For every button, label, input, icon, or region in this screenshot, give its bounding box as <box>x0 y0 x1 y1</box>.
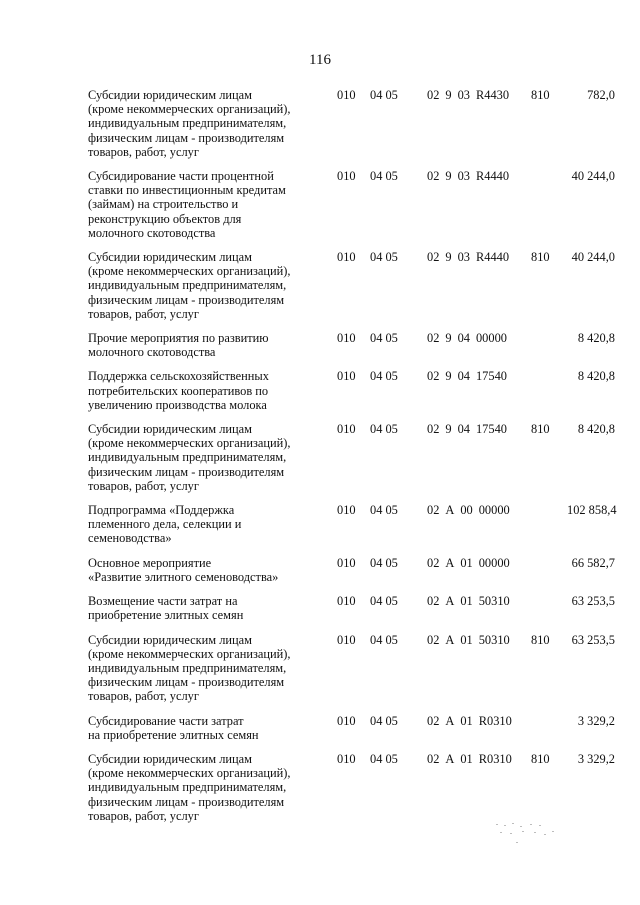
row-name <box>88 594 334 632</box>
grbs-code: 010 <box>337 713 356 728</box>
grbs-code: 010 <box>337 751 356 766</box>
target-article-code <box>427 88 531 169</box>
section-code: 04 05 <box>370 88 398 102</box>
target-article-code <box>427 714 531 752</box>
row-name-line: физическим лицам - производителям <box>88 794 285 809</box>
amount-value: 8 420,8 <box>577 331 615 346</box>
amount-cell <box>567 88 615 169</box>
row-name-line: потребительских кооперативов по <box>88 383 269 398</box>
target-article-part: 9 <box>445 88 452 102</box>
target-article-part: R4440 <box>475 250 510 265</box>
target-article-part: 00000 <box>478 555 510 570</box>
row-name <box>88 369 334 422</box>
row-name-line: «Развитие элитного семеноводства» <box>88 569 279 584</box>
row-name-line: Субсидии юридическим лицам <box>88 88 253 102</box>
target-article-part: 03 <box>457 88 470 102</box>
expense-type-code <box>531 556 567 594</box>
target-article-part: 02 <box>427 713 440 728</box>
section-code: 04 05 <box>370 751 398 766</box>
expense-type-code: 810 <box>531 250 550 265</box>
row-name-line: (кроме некоммерческих организаций), <box>88 264 291 279</box>
row-name-line: товаров, работ, услуг <box>88 689 199 704</box>
table-row <box>88 503 611 556</box>
section-code: 04 05 <box>370 632 398 647</box>
target-article-part: 04 <box>457 422 470 437</box>
table-body <box>88 88 617 833</box>
expense-type-code <box>531 331 567 369</box>
grbs-code: 010 <box>337 503 356 518</box>
row-name-line: Подпрограмма «Поддержка <box>88 503 235 518</box>
row-name-line: увеличению производства молока <box>88 397 267 412</box>
amount-cell <box>567 713 615 752</box>
row-name-line: индивидуальным предпринимателям, <box>88 116 287 131</box>
expense-type-code <box>531 714 567 752</box>
grbs-code: 010 <box>337 594 356 609</box>
target-article-code <box>427 422 531 503</box>
row-name-line: (займам) на строительство и <box>88 197 239 212</box>
table-row <box>88 250 611 331</box>
table-row <box>88 169 611 250</box>
target-article-part: 02 <box>427 250 440 265</box>
target-article-part: R4440 <box>475 169 510 184</box>
target-article-code <box>427 169 531 250</box>
row-name-line: (кроме некоммерческих организаций), <box>88 766 291 781</box>
row-name-line: товаров, работ, услуг <box>88 808 199 823</box>
target-article-part: 9 <box>445 422 452 437</box>
target-article-part: 50310 <box>478 594 510 609</box>
target-article-part: А <box>445 632 455 647</box>
amount-cell <box>567 632 615 714</box>
row-name-line: (кроме некоммерческих организаций), <box>88 646 291 661</box>
table-row <box>88 369 611 422</box>
target-article-part: 9 <box>445 250 452 265</box>
section-code: 04 05 <box>370 713 398 728</box>
row-name-line: товаров, работ, услуг <box>88 144 199 159</box>
target-article-part: 00000 <box>475 331 507 346</box>
grbs-code: 010 <box>337 422 356 437</box>
amount-value: 3 329,2 <box>577 713 615 728</box>
target-article-part: 01 <box>460 555 473 570</box>
amount-value: 63 253,5 <box>571 594 615 609</box>
target-article-part: 04 <box>457 331 470 346</box>
row-name-line: реконструкцию объектов для <box>88 211 242 226</box>
target-article-part: 9 <box>445 331 452 346</box>
row-name-line: молочного скотоводства <box>88 225 216 240</box>
target-article-part: А <box>445 594 455 609</box>
row-name <box>88 503 334 556</box>
row-name-line: физическим лицам - производителям <box>88 130 285 145</box>
amount-value: 40 244,0 <box>571 250 615 265</box>
target-article-part: 9 <box>445 369 452 384</box>
row-name-line: Субсидии юридическим лицам <box>88 632 253 647</box>
target-article-part: 02 <box>427 88 440 102</box>
expense-type-code: 810 <box>531 751 550 766</box>
row-name-line: Прочие мероприятия по развитию <box>88 331 269 346</box>
target-article-part: 17540 <box>475 369 507 384</box>
target-article-part: 02 <box>427 503 440 518</box>
expense-type-code <box>531 594 567 632</box>
grbs-code: 010 <box>337 632 356 647</box>
amount-value: 63 253,5 <box>571 632 615 647</box>
expense-type-code: 810 <box>531 88 550 102</box>
row-name <box>88 250 334 331</box>
amount-cell <box>567 503 617 556</box>
target-article-part: 02 <box>427 751 440 766</box>
target-article-part: 01 <box>460 632 473 647</box>
section-code: 04 05 <box>370 331 398 346</box>
amount-value: 8 420,8 <box>577 369 615 384</box>
row-name <box>88 331 334 369</box>
target-article-part: 02 <box>427 369 440 384</box>
row-name-line: Субсидирование части затрат <box>88 713 244 728</box>
amount-value: 102 858,4 <box>567 503 617 518</box>
target-article-part: 01 <box>460 751 473 766</box>
row-name-line: молочного скотоводства <box>88 345 216 360</box>
table-row <box>88 556 611 594</box>
target-article-code <box>427 503 531 556</box>
target-article-part: 01 <box>460 594 473 609</box>
row-name-line: (кроме некоммерческих организаций), <box>88 436 291 451</box>
page-number: 116 <box>309 52 331 68</box>
target-article-part: 02 <box>427 555 440 570</box>
row-name-line: товаров, работ, услуг <box>88 306 199 321</box>
row-name-line: на приобретение элитных семян <box>88 727 259 742</box>
amount-cell <box>567 422 615 503</box>
row-name-line: племенного дела, селекции и <box>88 517 242 532</box>
section-code: 04 05 <box>370 503 398 518</box>
row-name-line: индивидуальным предпринимателям, <box>88 780 287 795</box>
expense-type-code <box>531 169 567 250</box>
section-code: 04 05 <box>370 422 398 437</box>
table-row <box>88 633 611 714</box>
table-row <box>88 88 611 169</box>
row-name-line: товаров, работ, услуг <box>88 478 199 493</box>
amount-cell <box>567 331 615 369</box>
target-article-part: 02 <box>427 632 440 647</box>
target-article-part: 03 <box>457 169 470 184</box>
row-name-line: Субсидии юридическим лицам <box>88 250 253 265</box>
amount-value: 782,0 <box>587 88 615 102</box>
target-article-part: 04 <box>457 369 470 384</box>
row-name-line: Субсидии юридическим лицам <box>88 422 253 437</box>
target-article-part: 00 <box>460 503 473 518</box>
amount-value: 40 244,0 <box>571 169 615 184</box>
target-article-part: 50310 <box>478 632 510 647</box>
row-name-line: Субсидирование части процентной <box>88 169 274 184</box>
row-name <box>88 88 334 169</box>
amount-value: 3 329,2 <box>577 751 615 766</box>
row-name-line: Субсидии юридическим лицам <box>88 751 253 766</box>
target-article-part: А <box>445 555 455 570</box>
target-article-part: R0310 <box>478 751 512 766</box>
target-article-part: А <box>445 503 455 518</box>
target-article-part: R0310 <box>478 713 512 728</box>
table-row <box>88 422 611 503</box>
amount-value: 66 582,7 <box>571 555 615 570</box>
row-name-line: ставки по инвестиционным кредитам <box>88 183 286 198</box>
grbs-code: 010 <box>337 88 356 102</box>
target-article-code <box>427 633 531 714</box>
amount-value: 8 420,8 <box>577 422 615 437</box>
section-code: 04 05 <box>370 555 398 570</box>
amount-cell <box>567 555 615 594</box>
target-article-part: 9 <box>445 169 452 184</box>
table-row <box>88 331 611 369</box>
section-code: 04 05 <box>370 169 398 184</box>
row-name-line: индивидуальным предпринимателям, <box>88 450 287 465</box>
grbs-code: 010 <box>337 169 356 184</box>
row-name-line: физическим лицам - производителям <box>88 675 285 690</box>
row-name <box>88 422 334 503</box>
grbs-code: 010 <box>337 555 356 570</box>
target-article-code <box>427 369 531 422</box>
row-name-line: индивидуальным предпринимателям, <box>88 660 287 675</box>
target-article-part: 01 <box>460 713 473 728</box>
row-name-line: физическим лицам - производителям <box>88 464 285 479</box>
target-article-code <box>427 250 531 331</box>
expense-type-code: 810 <box>531 632 550 647</box>
amount-cell <box>567 594 615 632</box>
row-name-line: (кроме некоммерческих организаций), <box>88 102 291 117</box>
table-row <box>88 594 611 632</box>
row-name <box>88 633 334 714</box>
row-name-line: Основное мероприятие <box>88 555 212 570</box>
target-article-code <box>427 594 531 632</box>
target-article-code <box>427 556 531 594</box>
row-name-line: приобретение элитных семян <box>88 608 244 623</box>
row-name <box>88 169 334 250</box>
target-article-part: 03 <box>457 250 470 265</box>
row-name-line: индивидуальным предпринимателям, <box>88 278 287 293</box>
target-article-part: 02 <box>427 594 440 609</box>
target-article-part: А <box>445 713 455 728</box>
row-name-line: семеноводства» <box>88 531 172 546</box>
target-article-part: 00000 <box>478 503 510 518</box>
row-name <box>88 556 334 594</box>
expense-type-code <box>531 503 567 556</box>
row-name-line: физическим лицам - производителям <box>88 292 285 307</box>
target-article-part: 02 <box>427 331 440 346</box>
target-article-part: 17540 <box>475 422 507 437</box>
amount-cell <box>567 250 615 331</box>
grbs-code: 010 <box>337 369 356 384</box>
section-code: 04 05 <box>370 250 398 265</box>
row-name <box>88 752 334 833</box>
amount-cell <box>567 169 615 250</box>
grbs-code: 010 <box>337 250 356 265</box>
row-name <box>88 714 334 752</box>
grbs-code: 010 <box>337 331 356 346</box>
target-article-part: R4430 <box>475 88 510 102</box>
target-article-part: 02 <box>427 169 440 184</box>
budget-table <box>88 88 617 833</box>
expense-type-code <box>531 369 567 422</box>
scan-speckle-mark <box>492 820 582 848</box>
target-article-part: 02 <box>427 422 440 437</box>
target-article-code <box>427 331 531 369</box>
row-name-line: Поддержка сельскохозяйственных <box>88 369 269 384</box>
amount-cell <box>567 369 615 422</box>
table-row <box>88 714 611 752</box>
expense-type-code: 810 <box>531 422 550 437</box>
target-article-part: А <box>445 751 455 766</box>
section-code: 04 05 <box>370 594 398 609</box>
section-code: 04 05 <box>370 369 398 384</box>
row-name-line: Возмещение части затрат на <box>88 594 238 609</box>
